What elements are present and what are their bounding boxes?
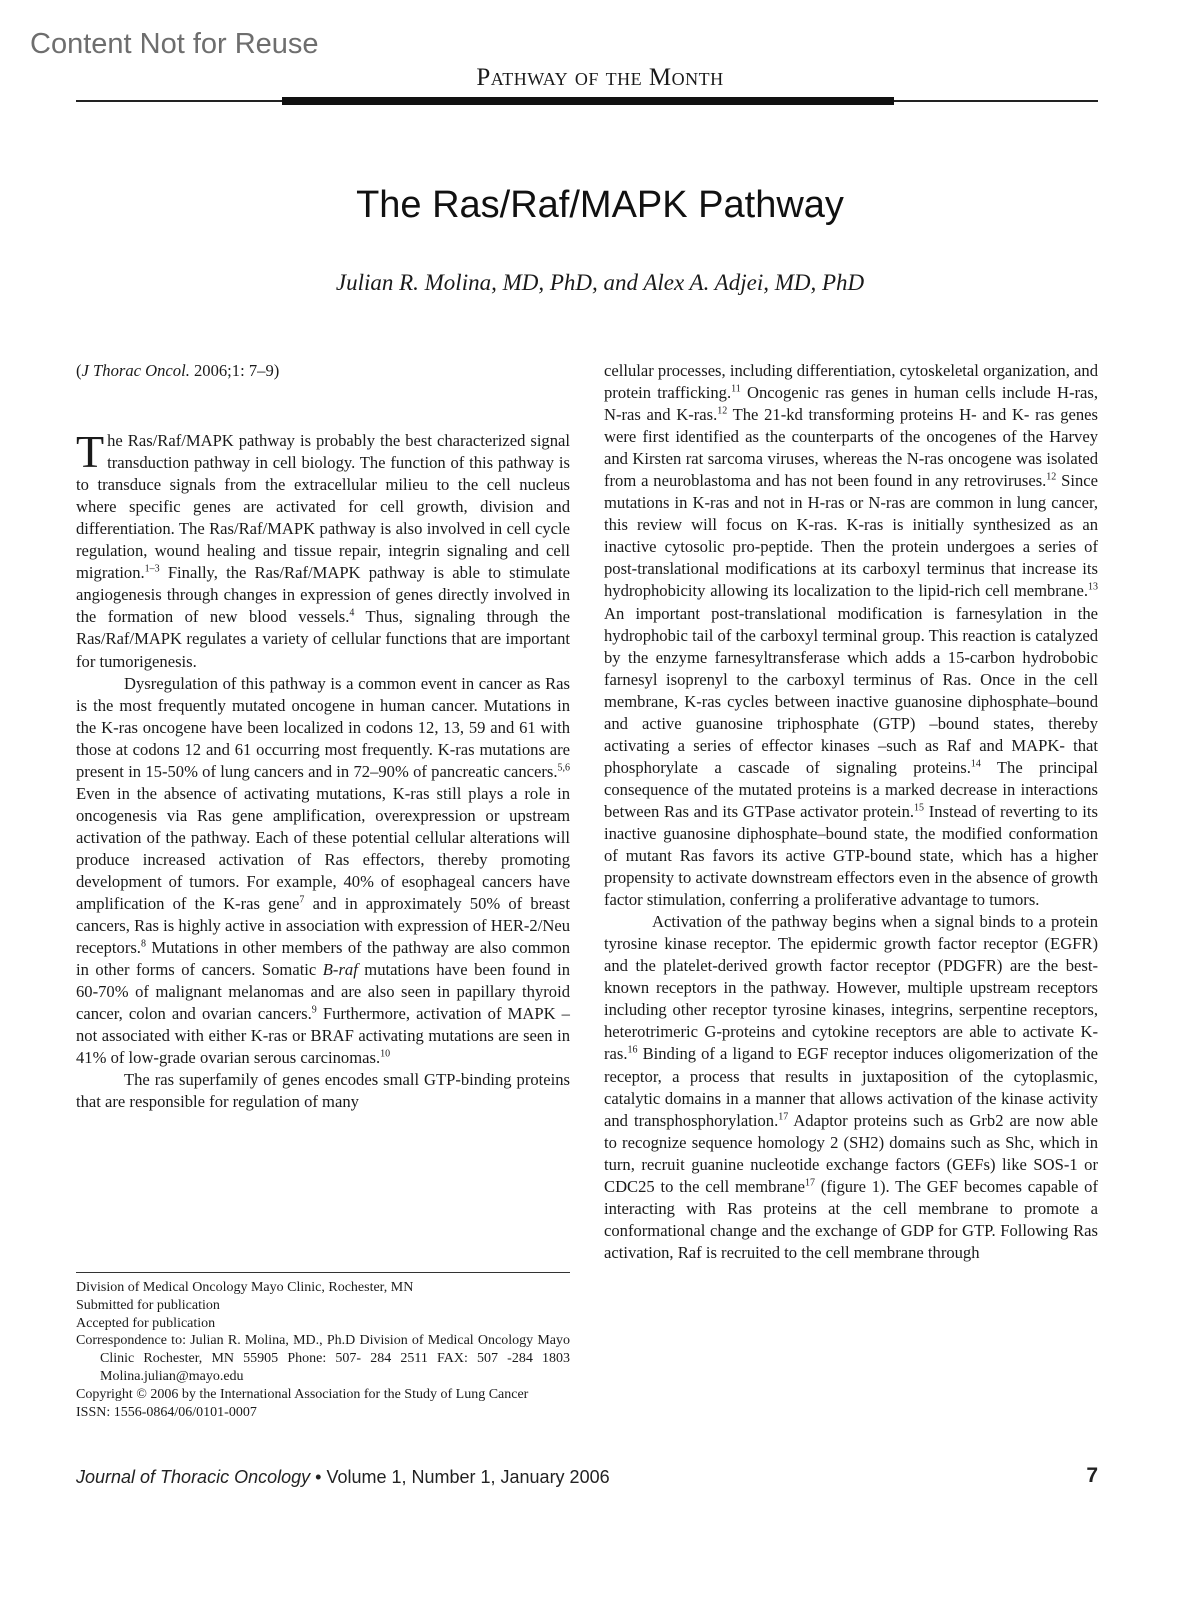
footnote-copyright: Copyright © 2006 by the International Association for the Study of Lung Cancer	[76, 1386, 529, 1402]
text-run: The 21-kd transforming proteins H- and K- ras genes were first identified as the counterparts of the oncogenes of the Harvey and Kirsten rat sarcoma viruses, whereas the N-ras oncogene was isolated from a neuroblastoma and has not been found in any retroviruses.	[604, 405, 1098, 491]
reference-superscript: 15	[914, 802, 925, 814]
section-header: Pathway of the Month	[476, 64, 724, 91]
citation-details: 2006;1: 7–9)	[189, 361, 280, 380]
text-run: Since mutations in K-ras and not in H-ras or N-ras are common in lung cancer, this review will focus on K-ras. K-ras is initially synthesized as an inactive cytosolic pro-peptide. Then the protein undergoes a series of post-translational modifications at its carboxyl terminus that increase its hydrophobicity allowing its localization to the lipid-rich cell membrane.	[604, 471, 1098, 601]
reference-superscript: 5,6	[557, 762, 570, 774]
reference-superscript: 7	[299, 894, 305, 906]
reference-superscript: 11	[731, 383, 741, 395]
right-paragraph-1	[604, 360, 1098, 911]
text-run: Mutations in other members of the pathway are also common in other forms of cancers. Somatic	[76, 938, 570, 980]
text-run: Oncogenic ras genes in human cells include H-ras, N-ras and K-ras.	[604, 383, 1098, 425]
reference-superscript: 12	[717, 405, 728, 417]
text-run: Adaptor proteins such as Grb2 are now able to recognize sequence homology 2 (SH2) domains such as Shc, which in turn, recruit guanine nucleotide exchange factors (GEFs) like SOS-1 or CDC25 to the cell membrane	[604, 1110, 1098, 1196]
reference-superscript: 8	[140, 938, 146, 950]
footer-separator: •	[310, 1467, 327, 1487]
article-title: The Ras/Raf/MAPK Pathway	[356, 184, 844, 226]
right-column	[604, 360, 1098, 1264]
text-run: Dysregulation of this pathway is a common event in cancer as Ras is the most frequently mutated oncogene in human cancer. Mutations in the K-ras oncogene have been localized in codons 12, 13, 59 and 61 with those at codons 12 and 61 occurring most frequently. K-ras mutations are present in 15-50% of lung cancers and in 72–90% of pancreatic cancers.	[76, 673, 570, 781]
text-run: Furthermore, activation of MAPK –not associated with either K-ras or BRAF activating mutations are seen in 41% of low-grade ovarian serous carcinomas.	[76, 1004, 570, 1068]
text-run: (figure 1). The GEF becomes capable of interacting with Ras proteins at the cell membrane to promote a conformational change and the exchange of GDP for GTP. Following Ras activation, Raf is recruited to the cell membrane through	[604, 1176, 1099, 1262]
reference-superscript: 16	[627, 1044, 638, 1056]
text-run: Instead of reverting to its inactive guanosine diphosphate–bound state, the modified conformation of mutant Ras favors its active GTP-bound state, which has a higher propensity to activate downstream effectors even in the absence of growth factor stimulation, conferring a proliferative advantage to tumors.	[604, 801, 1098, 910]
text-run: Thus, signaling through the Ras/Raf/MAPK regulates a variety of cellular functions that are important for tumorigenesis.	[76, 607, 570, 671]
reference-superscript: 9	[311, 1004, 317, 1016]
footnote-affiliation: Division of Medical Oncology Mayo Clinic, Rochester, MN	[76, 1280, 414, 1295]
text-run: and in approximately 50% of breast cancers, Ras is highly active in association with expression of HER-2/Neu receptors.	[76, 894, 570, 958]
citation-journal: J Thorac Oncol.	[81, 361, 190, 380]
left-paragraph-2	[76, 673, 570, 1070]
footnote-submitted: Submitted for publication	[76, 1297, 220, 1313]
right-paragraph-2	[604, 911, 1098, 1264]
footer-issue: Volume 1, Number 1, January 2006	[326, 1467, 610, 1487]
left-paragraph-1	[76, 426, 570, 673]
reference-superscript: 4	[349, 607, 355, 619]
text-run: mutations have been found in 60-70% of malignant melanomas and are also seen in papillary thyroid cancer, colon and ovarian cancers.	[76, 960, 571, 1024]
header-rule-thick	[282, 97, 894, 105]
reference-superscript: 1–3	[144, 563, 160, 575]
footer-journal-info	[76, 1467, 610, 1488]
footnote-accepted: Accepted for publication	[76, 1315, 216, 1331]
text-run: he Ras/Raf/MAPK pathway is probably the best characterized signal transduction pathway in cell biology. The function of this pathway is to transduce signals from the extracellular milieu to the cell nucleus where specific genes are activated for cell growth, division and differentiation. The Ras/Raf/MAPK pathway is also involved in cell cycle regulation, wound healing and tissue repair, integrin signaling and cell migration.	[76, 431, 570, 583]
left-column	[76, 360, 570, 1114]
text-run: Binding of a ligand to EGF receptor induces oligomerization of the receptor, a process that results in juxtaposition of the cytoplasmic, catalytic domains in a manner that allows activation of the kinase activity and transphosphorylation.	[604, 1044, 1098, 1130]
reference-superscript: 17	[805, 1177, 816, 1189]
left-paragraph-3: The ras superfamily of genes encodes small GTP-binding proteins that are responsible for regulation of many	[76, 1070, 570, 1112]
article-authors: Julian R. Molina, MD, PhD, and Alex A. Adjei, MD, PhD	[335, 270, 865, 295]
text-run: The principal consequence of the mutated proteins is a marked decrease in interactions between Ras and its GTPase activator protein.	[604, 757, 1098, 821]
footer-journal-name: Journal of Thoracic Oncology	[76, 1467, 311, 1487]
reference-superscript: 12	[1046, 471, 1057, 483]
text-run: cellular processes, including differentiation, cytoskeletal organization, and protein trafficking.	[604, 361, 1098, 403]
text-run: Activation of the pathway begins when a signal binds to a protein tyrosine kinase receptor. The epidermic growth factor receptor (EGFR) and the platelet-derived growth factor receptor (PDGFR) are the best-known receptors in the pathway. However, multiple upstream receptors including other receptor tyrosine kinases, integrins, serpentine receptors, heterotrimeric G-proteins and cytokine receptors are able to activate K-ras.	[604, 912, 1098, 1064]
text-run: An important post-translational modification is farnesylation in the hydrophobic tail of the carboxyl terminal group. This reaction is catalyzed by the enzyme farnesyltransferase which adds a 15-carbon hydrobobic farnesyl isoprenyl to the carboxyl terminus of Ras. Once in the cell membrane, K-ras cycles between inactive guanosine diphosphate–bound and active guanosine triphosphate (GTP) –bound states, thereby activating a series of effector kinases –such as Raf and MAPK- that phosphorylate a cascade of signaling proteins.	[604, 603, 1098, 777]
citation: (J Thorac Oncol. 2006;1: 7–9)	[76, 361, 280, 380]
text-run: Finally, the Ras/Raf/MAPK pathway is able to stimulate angiogenesis through changes in expression of genes directly involved in the formation of new blood vessels.	[76, 563, 570, 627]
footnote-issn: ISSN: 1556-0864/06/0101-0007	[76, 1404, 257, 1420]
reference-superscript: 17	[778, 1111, 789, 1123]
reference-superscript: 14	[970, 758, 981, 770]
reference-superscript: 10	[380, 1048, 391, 1060]
drop-cap: T	[76, 426, 105, 478]
footnote-block	[76, 1272, 570, 1421]
watermark: Content Not for Reuse	[30, 28, 319, 60]
text-run: Even in the absence of activating mutations, K-ras still plays a role in oncogenesis via Ras gene amplification, overexpression or upstream activation of the pathway. Each of these potential cellular alterations will produce increased activation of Ras effectors, thereby promoting development of tumors. For example, 40% of esophageal cancers have amplification of the K-ras gene	[76, 783, 570, 914]
page-number: 7	[1086, 1464, 1098, 1487]
reference-superscript: 13	[1088, 581, 1098, 593]
gene-italic: B-raf	[322, 960, 358, 980]
footnote-correspondence: Correspondence to: Julian R. Molina, MD., Ph.D Division of Medical Oncology Mayo Clinic Rochester, MN 55905 Phone: 507- 284 2511 FAX: 507 -284 1803 Molina.julian@mayo.edu	[76, 1333, 570, 1384]
